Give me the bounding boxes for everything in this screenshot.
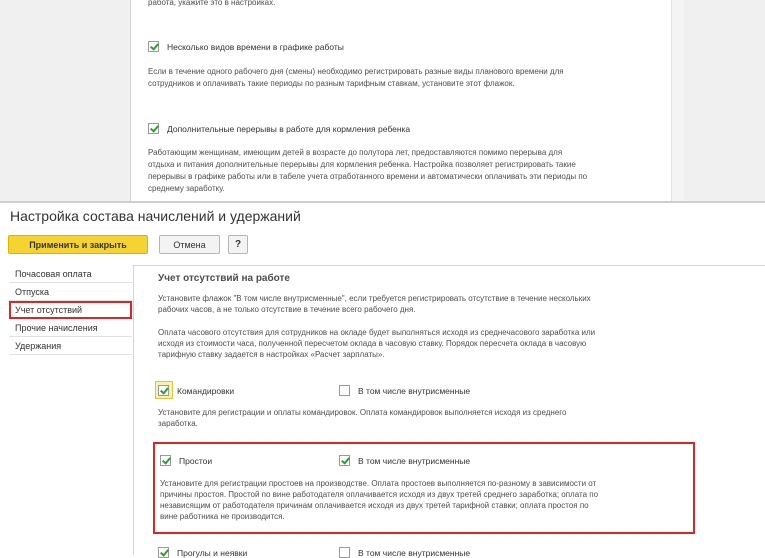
description-line: тарифную ставку задается в настройках «Расчет зарплаты». [158, 350, 385, 359]
business-trips-intrashift-checkbox[interactable] [339, 385, 350, 396]
business-trips-checkbox[interactable] [158, 385, 169, 396]
sidebar-item-other-accruals[interactable]: Прочие начисления [9, 319, 132, 337]
description-line: среднему заработку. [148, 184, 225, 193]
absenteeism-intrashift-checkbox[interactable] [339, 547, 350, 558]
absenteeism-intrashift-label: В том числе внутрисменные [358, 547, 471, 558]
fragment-divider [0, 201, 765, 203]
cancel-button[interactable]: Отмена [159, 235, 220, 254]
feeding-breaks-label: Дополнительные перерывы в работе для кормления ребенка [167, 123, 411, 134]
downtime-label: Простои [179, 455, 213, 466]
option-absenteeism[interactable] [158, 547, 247, 558]
sidebar-item-absence-tracking[interactable]: Учет отсутствий [9, 301, 132, 319]
sidebar-item-vacations[interactable]: Отпуска [9, 283, 132, 301]
option-feeding-breaks[interactable] [148, 123, 410, 134]
help-button[interactable]: ? [228, 235, 248, 254]
description-line: Установите флажок "В том числе внутрисменные", если требуется регистрировать отсутствие в течение нескольких [158, 294, 591, 303]
downtime-checkbox[interactable] [160, 455, 171, 466]
description-line: Работающим женщинам, имеющим детей в возрасте до полутора лет, предоставляются помимо перерыва для [148, 148, 563, 157]
multiple-time-types-description [148, 66, 564, 90]
partial-description: работа, укажите это в настройках. [148, 0, 276, 7]
option-downtime-intrashift[interactable] [339, 455, 470, 466]
form-title: Настройка состава начислений и удержаний [10, 208, 301, 224]
description-line: рабочих часов, а не только отсутствие в течение всего рабочего дня. [158, 305, 416, 314]
business-trips-intrashift-label: В том числе внутрисменные [358, 385, 471, 396]
description-line: заработка. [158, 419, 198, 428]
intrashift-intro [158, 293, 591, 315]
option-absenteeism-intrashift[interactable] [339, 547, 470, 558]
description-line: исходя из стоимости часа, полученной пересчетом оклада в часовую ставку. Порядок пересчета оклада в часовую [158, 339, 587, 348]
absenteeism-checkbox[interactable] [158, 547, 169, 558]
hourly-absence-payment-text [158, 327, 595, 360]
business-trips-description [158, 407, 566, 429]
description-line: Оплата часового отсутствия для сотрудников на окладе будет выполняться исходя из среднечасового заработка или [158, 328, 596, 337]
multiple-time-types-checkbox[interactable] [148, 41, 159, 52]
description-line: вине работника не производится. [160, 512, 285, 521]
description-line: перерывы в графике работы или в табеле учета отработанного времени и автоматически оплачивать эти периоды по [148, 172, 588, 181]
sidebar-item-hourly-pay[interactable]: Почасовая оплата [9, 265, 132, 283]
description-line: Если в течение одного рабочего дня (смены) необходимо регистрировать разные виды планового времени для [148, 67, 564, 76]
feeding-breaks-description [148, 147, 587, 195]
option-downtime[interactable] [160, 455, 212, 466]
option-multiple-time-types[interactable] [148, 41, 344, 52]
option-business-trips[interactable] [158, 385, 234, 396]
sidebar-item-deductions[interactable]: Удержания [9, 337, 132, 355]
description-line: причины простоя. Простой по вине работодателя оплачивается исходя из двух третей среднего заработка; оплата по [160, 490, 599, 499]
downtime-description [160, 478, 598, 522]
option-business-trips-intrashift[interactable] [339, 385, 470, 396]
section-title: Учет отсутствий на работе [158, 273, 290, 284]
downtime-intrashift-checkbox[interactable] [339, 455, 350, 466]
description-line: Установите для регистрации и оплаты командировок. Оплата командировок выполняется исходя из среднего [158, 408, 567, 417]
scrollbar[interactable] [671, 0, 684, 201]
description-line: отдыха и питания дополнительные перерывы для кормления ребенка. Настройка позволяет регистрировать такие [148, 160, 576, 169]
business-trips-label: Командировки [177, 385, 235, 396]
apply-and-close-button[interactable]: Применить и закрыть [8, 235, 148, 254]
settings-sidebar [9, 265, 132, 355]
feeding-breaks-checkbox[interactable] [148, 123, 159, 134]
description-line: Установите для регистрации простоев на производстве. Оплата простоев выполняется по-разному в зависимости от [160, 479, 597, 488]
downtime-intrashift-label: В том числе внутрисменные [358, 455, 471, 466]
multiple-time-types-label: Несколько видов времени в графике работы [167, 41, 344, 52]
description-line: независящим от работодателя причинам оплачивается исходя из двух третей тарифной ставки; оплата простоя по [160, 501, 589, 510]
description-line: сотрудников и оплачивать такие периоды по разным тарифным ставкам, установите этот флажок. [148, 79, 515, 88]
absenteeism-label: Прогулы и неявки [177, 547, 248, 558]
